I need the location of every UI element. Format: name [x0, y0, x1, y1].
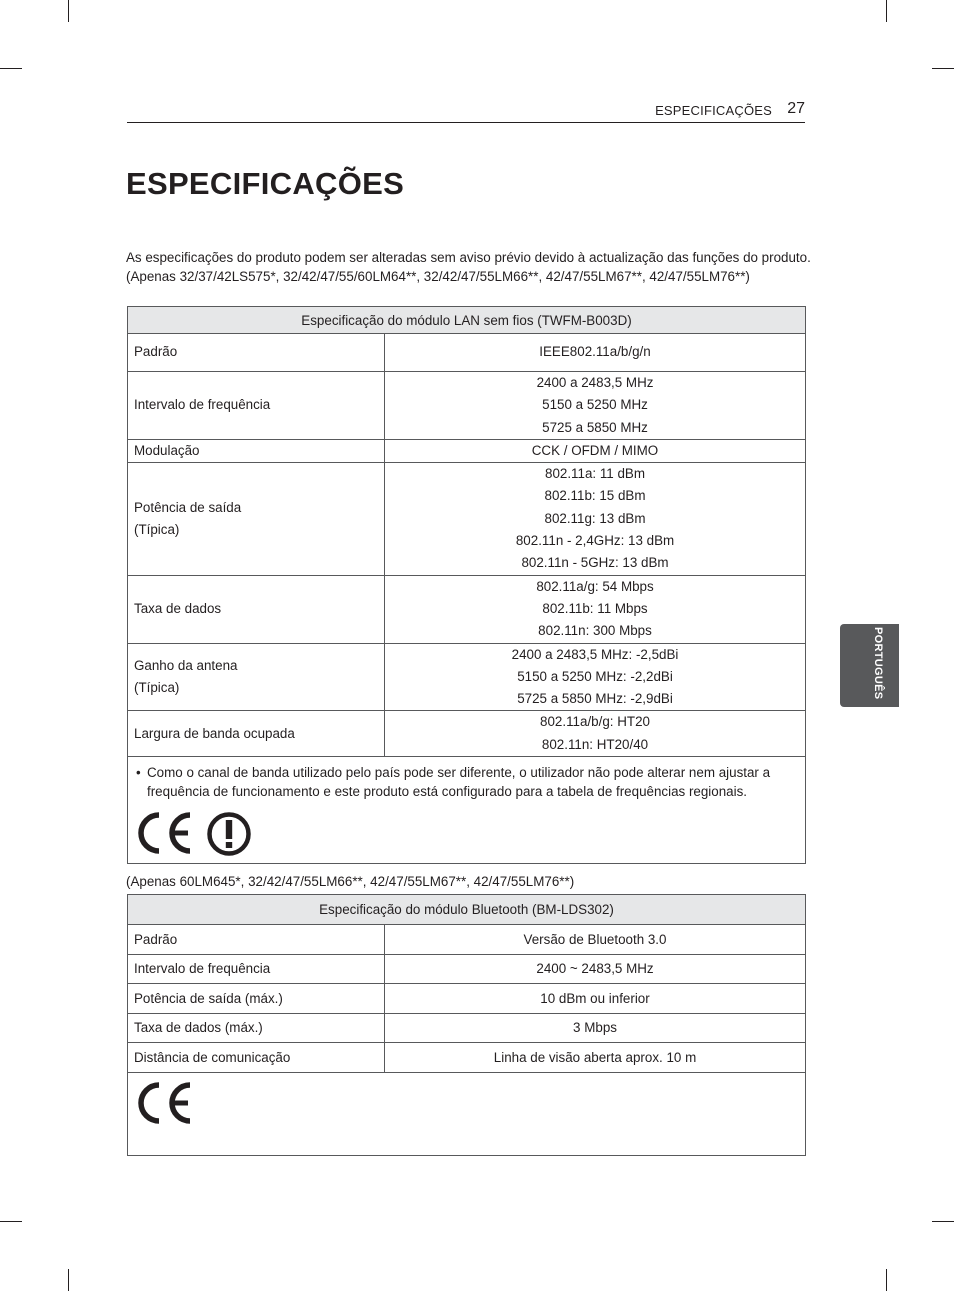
spec-value: 5725 a 5850 MHz: -2,9dBi	[517, 691, 673, 707]
spec-value: 10 dBm ou inferior	[385, 984, 806, 1014]
spec-value: 5150 a 5250 MHz	[542, 397, 648, 413]
spec-value: Versão de Bluetooth 3.0	[385, 925, 806, 955]
spec-value: 802.11n: HT20/40	[541, 736, 649, 752]
bullet-icon: •	[136, 765, 141, 781]
alert-mark-icon	[206, 811, 252, 857]
crop-mark	[886, 0, 887, 22]
intro-text	[126, 248, 811, 286]
spec-value: 802.11n - 2,4GHz: 13 dBm	[515, 533, 675, 549]
spec-value: 2400 a 2483,5 MHz: -2,5dBi	[511, 646, 679, 662]
spec-value: 2400 ~ 2483,5 MHz	[385, 954, 806, 984]
spec-label: Potência de saída (máx.)	[128, 984, 385, 1014]
spec-value: 802.11a/g: 54 Mbps	[536, 578, 654, 594]
spec-value: 5725 a 5850 MHz	[542, 419, 648, 435]
spec-value: Linha de visão aberta aprox. 10 m	[385, 1043, 806, 1073]
spec-value-cell	[385, 711, 806, 757]
table-row	[128, 711, 806, 757]
spec-value: IEEE802.11a/b/g/n	[539, 344, 651, 360]
table-row	[128, 925, 806, 955]
wifi-note-text: Como o canal de banda utilizado pelo país pode ser diferente, o utilizador não pode alterar nem ajustar a frequência de funcionamento e este produto está configurado para a tabela de frequências regionais.	[147, 765, 771, 800]
spec-value-cell	[385, 372, 806, 440]
table-row	[128, 1043, 806, 1073]
table-row	[128, 954, 806, 984]
spec-label: Taxa de dados	[134, 600, 222, 616]
spec-label: Intervalo de frequência	[128, 954, 385, 984]
spec-label: Padrão	[128, 925, 385, 955]
spec-label: Taxa de dados (máx.)	[128, 1013, 385, 1043]
bluetooth-marks-cell	[128, 1072, 806, 1155]
spec-value: 802.11n: 300 Mbps	[538, 623, 652, 639]
spec-value: 802.11a/b/g: HT20	[540, 714, 650, 730]
table-row	[128, 372, 806, 440]
spec-label: Modulação	[134, 442, 200, 458]
spec-label-cell	[128, 575, 385, 643]
spec-value-cell	[385, 575, 806, 643]
header-section-label: ESPECIFICAÇÕES	[655, 103, 772, 118]
spec-label: Padrão	[134, 344, 178, 360]
spec-label-cell	[128, 463, 385, 575]
bluetooth-table-body	[128, 925, 806, 1073]
spec-label: Ganho da antena	[134, 657, 238, 673]
spec-value-cell	[385, 463, 806, 575]
spec-label: Distância de comunicação	[128, 1043, 385, 1073]
wifi-note	[134, 763, 799, 801]
spec-value: 802.11n - 5GHz: 13 dBm	[521, 555, 669, 571]
spec-value: 5150 a 5250 MHz: -2,2dBi	[517, 668, 673, 684]
spec-label: (Típica)	[134, 521, 180, 537]
bluetooth-spec-table	[127, 894, 806, 1156]
crop-mark	[0, 68, 22, 69]
table-row	[128, 984, 806, 1014]
spec-value: CCK / OFDM / MIMO	[531, 442, 659, 458]
spec-label: Potência de saída	[134, 499, 242, 515]
table-row	[128, 334, 806, 372]
spec-label-cell	[128, 372, 385, 440]
spec-value: 802.11b: 15 dBm	[544, 488, 646, 504]
spec-value: 802.11g: 13 dBm	[544, 510, 646, 526]
ce-mark-icon	[134, 811, 194, 855]
crop-mark	[0, 1221, 22, 1222]
crop-mark	[68, 1269, 69, 1291]
spec-value: 802.11a: 11 dBm	[545, 466, 646, 482]
table-row	[128, 1013, 806, 1043]
spec-label: (Típica)	[134, 680, 180, 695]
spec-value-cell	[385, 439, 806, 462]
spec-value-cell	[385, 643, 806, 711]
certification-marks	[134, 811, 799, 857]
spec-label: Largura de banda ocupada	[134, 725, 295, 741]
spec-value: 3 Mbps	[385, 1013, 806, 1043]
models-note: (Apenas 32/37/42LS575*, 32/42/47/55/60LM64**, 32/42/47/55LM66**, 42/47/55LM67**, 42/47/55LM76**)	[126, 269, 750, 284]
running-header	[127, 100, 805, 123]
crop-mark	[932, 1221, 954, 1222]
table-row	[128, 463, 806, 575]
table-row	[128, 643, 806, 711]
spec-label-cell	[128, 711, 385, 757]
page-title: ESPECIFICAÇÕES	[126, 166, 405, 201]
spec-label-cell	[128, 439, 385, 462]
spec-value-cell	[385, 334, 806, 372]
ce-mark-icon	[134, 1081, 194, 1125]
crop-mark	[932, 68, 954, 69]
bluetooth-table-caption: Especificação do módulo Bluetooth (BM-LDS302)	[128, 895, 806, 925]
intro-paragraph: As especificações do produto podem ser alteradas sem aviso prévio devido à actualização das funções do produto.	[126, 250, 811, 265]
spec-value: 802.11b: 11 Mbps	[542, 600, 648, 616]
spec-label-cell	[128, 643, 385, 711]
spec-label-cell	[128, 334, 385, 372]
crop-mark	[68, 0, 69, 22]
language-side-tab	[840, 624, 899, 707]
wifi-note-cell	[128, 757, 806, 864]
wifi-spec-table	[127, 306, 806, 864]
spec-label: Intervalo de frequência	[134, 397, 271, 413]
table-row	[128, 575, 806, 643]
language-tab-label: PORTUGUÊS	[872, 627, 884, 700]
wifi-table-caption: Especificação do módulo LAN sem fios (TWFM-B003D)	[128, 307, 806, 334]
page-number: 27	[787, 100, 805, 117]
table-row	[128, 439, 806, 462]
wifi-table-body	[128, 334, 806, 757]
bluetooth-models-note: (Apenas 60LM645*, 32/42/47/55LM66**, 42/47/55LM67**, 42/47/55LM76**)	[126, 874, 575, 889]
spec-value: 2400 a 2483,5 MHz	[536, 375, 654, 390]
crop-mark	[886, 1269, 887, 1291]
